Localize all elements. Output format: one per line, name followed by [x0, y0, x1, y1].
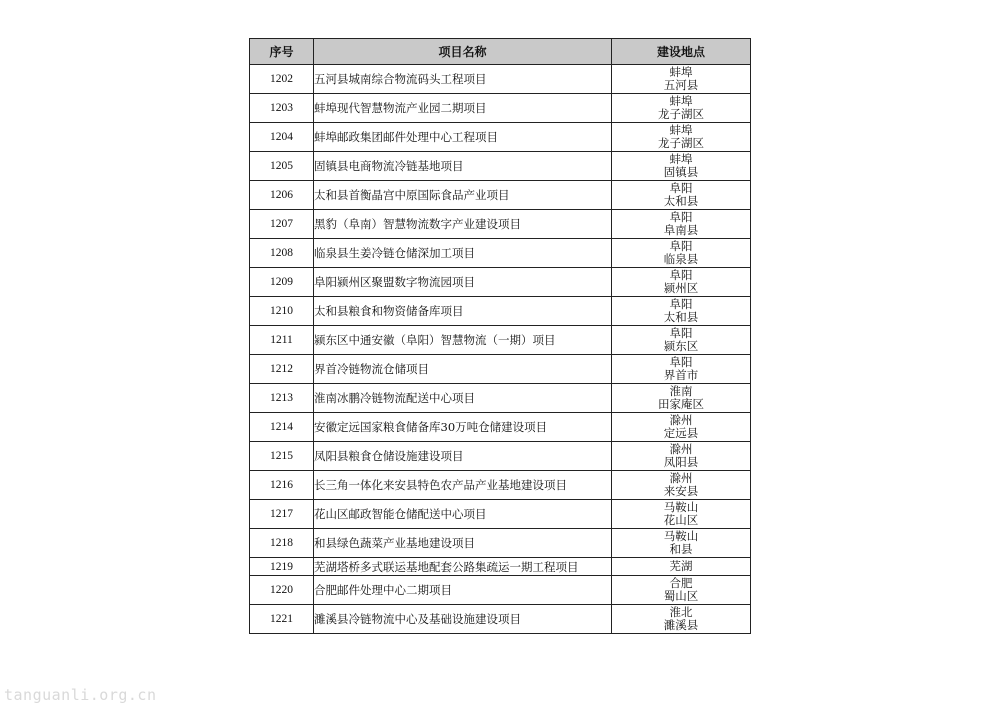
row-project-name: 凤阳县粮食仓储设施建设项目 — [314, 442, 612, 471]
location-county: 太和县 — [663, 194, 699, 208]
row-number: 1219 — [250, 558, 314, 576]
row-location — [612, 605, 751, 634]
row-number: 1203 — [250, 94, 314, 123]
location-county: 田家庵区 — [658, 397, 704, 411]
table-row — [250, 355, 751, 384]
header-number: 序号 — [250, 39, 314, 65]
row-project-name: 长三角一体化来安县特色农产品产业基地建设项目 — [314, 471, 612, 500]
location-county: 太和县 — [663, 310, 699, 324]
table-row — [250, 413, 751, 442]
table-row — [250, 529, 751, 558]
table-row — [250, 210, 751, 239]
row-location — [612, 471, 751, 500]
row-number: 1211 — [250, 326, 314, 355]
row-location — [612, 239, 751, 268]
row-location — [612, 210, 751, 239]
row-project-name: 蚌埠邮政集团邮件处理中心工程项目 — [314, 123, 612, 152]
watermark: tanguanli.org.cn — [4, 686, 157, 704]
table-row — [250, 123, 751, 152]
location-city: 阜阳 — [669, 355, 693, 369]
row-project-name: 和县绿色蔬菜产业基地建设项目 — [314, 529, 612, 558]
location-city: 阜阳 — [669, 239, 693, 253]
table-row — [250, 297, 751, 326]
table-header-row — [250, 39, 751, 65]
row-project-name: 芜湖塔桥多式联运基地配套公路集疏运一期工程项目 — [314, 558, 612, 576]
table-body — [250, 65, 751, 634]
row-location — [612, 181, 751, 210]
table-row — [250, 239, 751, 268]
location-county: 五河县 — [663, 78, 699, 92]
table-row — [250, 326, 751, 355]
location-city: 滁州 — [669, 413, 693, 427]
table-row — [250, 65, 751, 94]
table-row — [250, 152, 751, 181]
row-project-name: 太和县粮食和物资储备库项目 — [314, 297, 612, 326]
location-county: 阜南县 — [663, 223, 699, 237]
location-city: 阜阳 — [669, 326, 693, 340]
row-project-name: 合肥邮件处理中心二期项目 — [314, 576, 612, 605]
row-location — [612, 65, 751, 94]
location-county: 凤阳县 — [663, 455, 699, 469]
location-county: 和县 — [669, 542, 693, 556]
row-project-name: 阜阳颍州区聚盟数字物流园项目 — [314, 268, 612, 297]
row-location — [612, 442, 751, 471]
table-row — [250, 605, 751, 634]
row-location — [612, 94, 751, 123]
location-county: 颍州区 — [663, 281, 699, 295]
row-location — [612, 326, 751, 355]
table-row — [250, 442, 751, 471]
location-city: 蚌埠 — [669, 123, 693, 137]
location-city: 淮北 — [669, 605, 693, 619]
row-number: 1212 — [250, 355, 314, 384]
table-row — [250, 268, 751, 297]
row-location — [612, 297, 751, 326]
table-row — [250, 471, 751, 500]
row-project-name: 蚌埠现代智慧物流产业园二期项目 — [314, 94, 612, 123]
row-project-name: 固镇县电商物流冷链基地项目 — [314, 152, 612, 181]
table-row — [250, 500, 751, 529]
header-location: 建设地点 — [612, 39, 751, 65]
location-city: 阜阳 — [669, 181, 693, 195]
row-number: 1214 — [250, 413, 314, 442]
project-table — [249, 38, 751, 634]
row-location — [612, 576, 751, 605]
location-county: 龙子湖区 — [658, 107, 704, 121]
row-location — [612, 413, 751, 442]
location-city: 滁州 — [669, 442, 693, 456]
location-city: 淮南 — [669, 384, 693, 398]
row-location — [612, 268, 751, 297]
location-county: 蜀山区 — [663, 589, 699, 603]
row-number: 1221 — [250, 605, 314, 634]
row-project-name: 临泉县生姜冷链仓储深加工项目 — [314, 239, 612, 268]
location-county: 界首市 — [663, 368, 699, 382]
row-number: 1207 — [250, 210, 314, 239]
row-project-name: 濉溪县冷链物流中心及基础设施建设项目 — [314, 605, 612, 634]
location-city: 合肥 — [669, 576, 693, 590]
row-number: 1202 — [250, 65, 314, 94]
location-city: 蚌埠 — [669, 152, 693, 166]
table-row — [250, 558, 751, 576]
location-county: 定远县 — [663, 426, 699, 440]
location-county: 濉溪县 — [663, 618, 699, 632]
row-number: 1218 — [250, 529, 314, 558]
row-project-name: 颍东区中通安徽（阜阳）智慧物流（一期）项目 — [314, 326, 612, 355]
location-county: 固镇县 — [663, 165, 699, 179]
location-city: 蚌埠 — [669, 65, 693, 79]
row-location — [612, 152, 751, 181]
row-number: 1213 — [250, 384, 314, 413]
location-county: 龙子湖区 — [658, 136, 704, 150]
row-project-name: 安徽定远国家粮食储备库30万吨仓储建设项目 — [314, 413, 612, 442]
row-location — [612, 355, 751, 384]
row-location — [612, 558, 751, 576]
location-county: 颍东区 — [663, 339, 699, 353]
location-city: 马鞍山 — [663, 529, 699, 543]
location-city: 阜阳 — [669, 210, 693, 224]
row-number: 1204 — [250, 123, 314, 152]
row-number: 1216 — [250, 471, 314, 500]
row-location — [612, 123, 751, 152]
location-county: 临泉县 — [663, 252, 699, 266]
row-project-name: 花山区邮政智能仓储配送中心项目 — [314, 500, 612, 529]
location-city: 阜阳 — [669, 297, 693, 311]
row-number: 1217 — [250, 500, 314, 529]
table-row — [250, 576, 751, 605]
location-city: 阜阳 — [669, 268, 693, 282]
table-row — [250, 181, 751, 210]
location-city: 蚌埠 — [669, 94, 693, 108]
row-number: 1208 — [250, 239, 314, 268]
row-location — [612, 529, 751, 558]
row-number: 1205 — [250, 152, 314, 181]
row-project-name: 淮南冰鹏冷链物流配送中心项目 — [314, 384, 612, 413]
row-project-name: 界首冷链物流仓储项目 — [314, 355, 612, 384]
location-city: 马鞍山 — [663, 500, 699, 514]
row-project-name: 五河县城南综合物流码头工程项目 — [314, 65, 612, 94]
row-number: 1215 — [250, 442, 314, 471]
row-project-name: 太和县首衡晶宫中原国际食品产业项目 — [314, 181, 612, 210]
header-project-name: 项目名称 — [314, 39, 612, 65]
table-row — [250, 384, 751, 413]
location-city: 芜湖 — [669, 559, 693, 573]
table-row — [250, 94, 751, 123]
row-number: 1220 — [250, 576, 314, 605]
row-number: 1210 — [250, 297, 314, 326]
location-city: 滁州 — [669, 471, 693, 485]
row-location — [612, 500, 751, 529]
row-number: 1206 — [250, 181, 314, 210]
location-county: 来安县 — [663, 484, 699, 498]
row-project-name: 黑豹（阜南）智慧物流数字产业建设项目 — [314, 210, 612, 239]
row-number: 1209 — [250, 268, 314, 297]
row-location — [612, 384, 751, 413]
location-county: 花山区 — [663, 513, 699, 527]
